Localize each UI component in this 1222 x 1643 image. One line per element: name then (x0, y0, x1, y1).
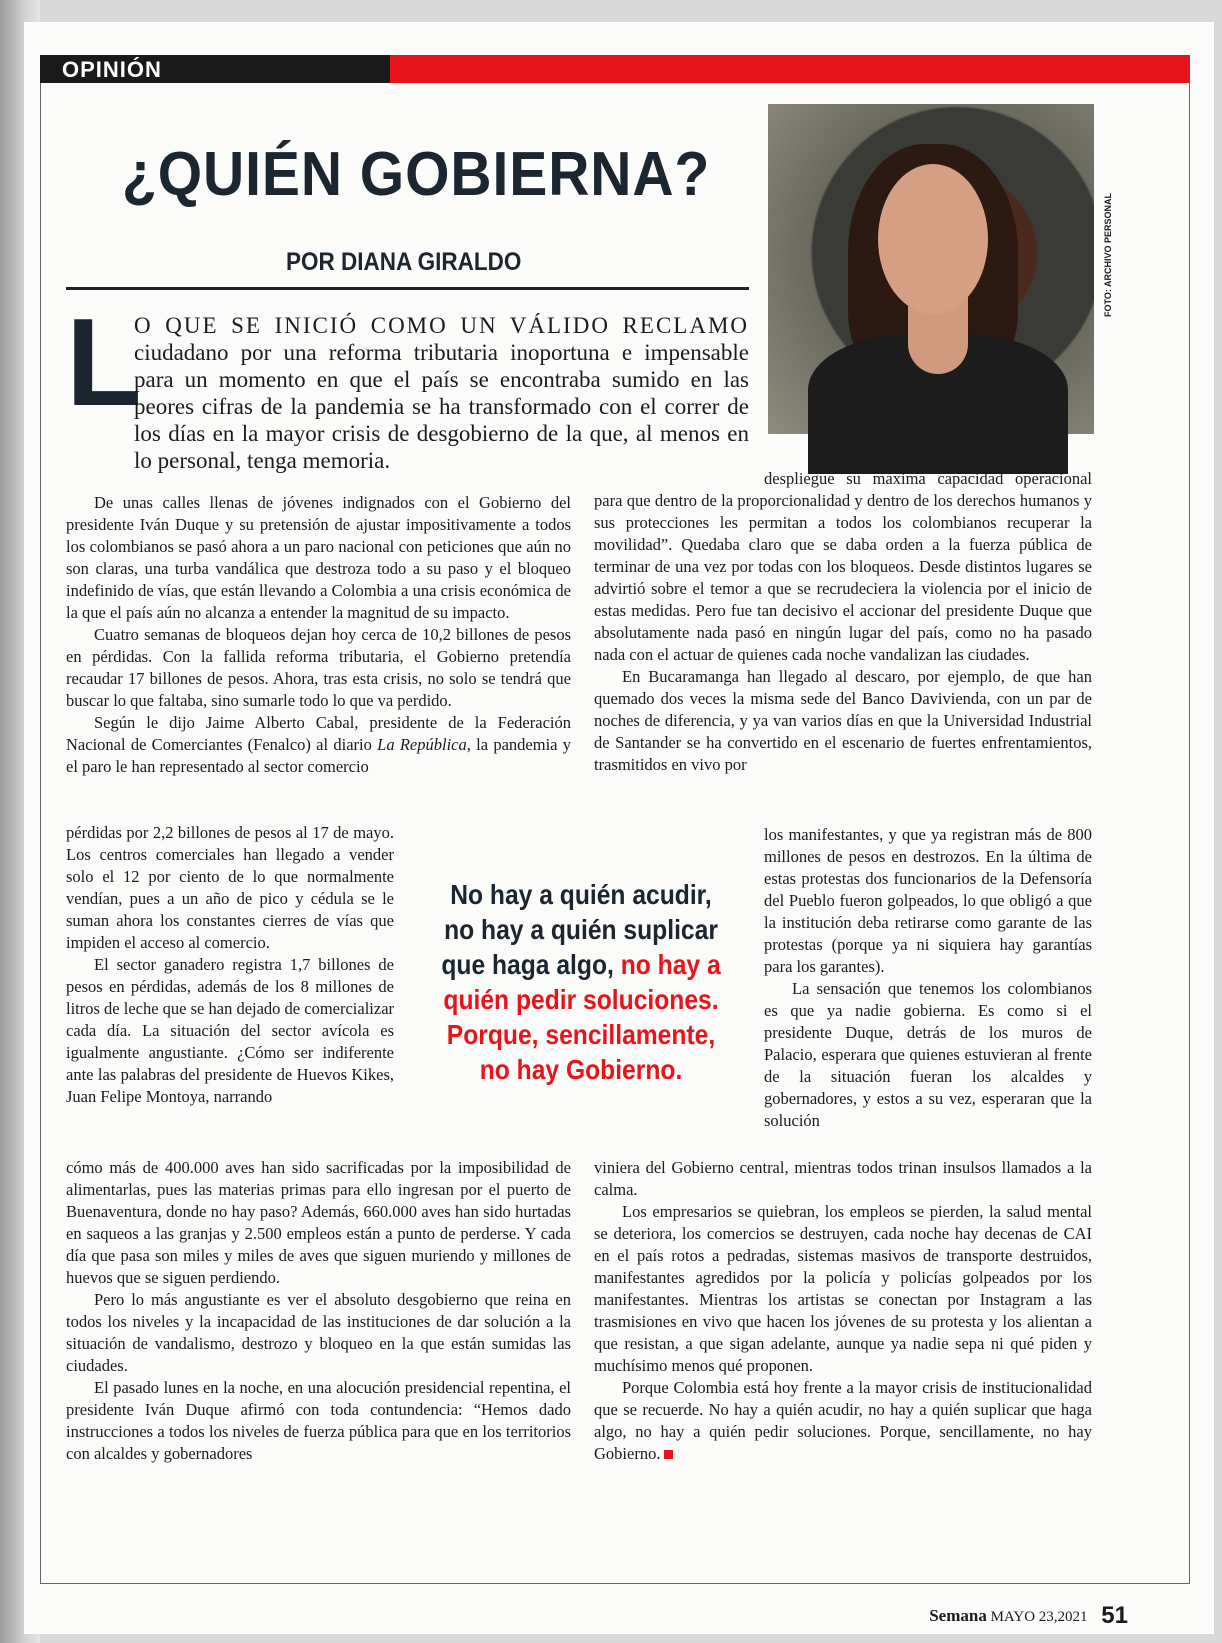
col2-narrow-paragraph-1: los manifestantes, y que ya registran más de 800 millones de pesos en destrozos. En la última de estas protestas dos funcionarios de la Defensoría del Pueblo fueron golpeados, lo que obligó a que la institución deba retirarse como garante de las protestas (porque ya ni siquiera hay garantías para los garantes). (764, 825, 1092, 976)
article-title: ¿QUIÉN GOBIERNA? (122, 140, 711, 209)
lead-first-line (66, 294, 749, 474)
col1-p3-text-a: Según le dijo Jaime Alberto Cabal, presidente de la Federación Nacional de Comerciantes (Fenalco) al diario (66, 713, 571, 754)
col1-paragraph-3 (66, 712, 571, 778)
col1-narrow-paragraph-2: El sector ganadero registra 1,7 billones de pesos en pérdidas, además de los 8 millones de litros de leche que se han dejado de comercializar cada día. La situación del sector avícola es igualmente angustiante. ¿Cómo ser indiferente ante las palabras del presidente de Huevos Kikes, Juan Felipe Montoya, narrando (66, 955, 395, 1106)
header-red-block (390, 55, 1190, 83)
footer-page-number: 51 (1101, 1602, 1128, 1629)
photo-face-shape (878, 164, 988, 314)
lead-first-caps: O QUE SE INICIÓ COMO UN VÁLIDO RECLAMO (134, 313, 749, 338)
section-label: OPINIÓN (62, 57, 162, 82)
photo-credit: FOTO: ARCHIVO PERSONAL (1103, 192, 1113, 317)
col1-p3-text-b: , la pandemia y el paro le han representado al sector comercio (66, 735, 572, 776)
col2-paragraph-2: En Bucaramanga han llegado al descaro, por ejemplo, de que han quemado dos veces la misma sede del Banco Davivienda, con un par de noches de diferencia, y ya van varios días en que la Universidad Industrial de Santander se ha convertido en el escenario de fuertes enfrentamientos, trasmitidos en vivo por (594, 667, 1092, 774)
pull-quote-dark: No hay a quién acudir, no hay a quién suplicar que haga algo, (441, 879, 718, 980)
pull-quote-red: no hay a quién pedir soluciones. Porque, sencillamente, no hay Gobierno. (443, 949, 721, 1085)
column-1-bottom (66, 1157, 571, 1465)
lead-paragraph (66, 294, 749, 474)
col2-final-text: Porque Colombia está hoy frente a la mayor crisis de institucionalidad que se recuerde. No hay a quién acudir, no hay a quién suplicar que haga algo, no hay a quién pedir soluciones. Porque, sencillamente, no hay Gobierno. (594, 1378, 1092, 1463)
col1-narrow-paragraph-1: pérdidas por 2,2 billones de pesos al 17 de mayo. Los centros comerciales han llegado a vender solo el 12 por ciento de lo que normalmente vendían, pues a un año de pico y cédula se le suman ahora los constantes cierres de vías que impiden el acceso al comercio. (66, 823, 394, 952)
drop-cap: L (66, 294, 142, 432)
column-2-top (594, 468, 1092, 776)
title-rule (66, 287, 749, 290)
column-1-top (66, 492, 571, 778)
article-byline: POR DIANA GIRALDO (286, 248, 522, 276)
col1-bottom-paragraph-3: El pasado lunes en la noche, en una alocución presidencial repentina, el presidente Iván Duque afirmó con toda contundencia: “Hemos dado instrucciones a todos los niveles de fuerza pública para que en los territorios con alcaldes y gobernadores (66, 1378, 571, 1463)
col2-paragraph-1: despliegue su máxima capacidad operacional para que dentro de la proporcionalidad y dentro de los derechos humanos y sus protecciones les permitan a todos los colombianos recuperar la movilidad”. Quedaba claro que se daba orden a la fuerza pública de terminar de una vez por todas con los bloqueos. Desde distintos lugares se advirtió sobre el temor a que se recrudeciera la violencia por el inicio de estas medidas. Pero fue tan decisivo el accionar del presidente Duque que absolutamente nada pasó en ningún lugar del país, como no ha pasado nada con el actuar de quienes cada noche vandalizan las ciudades. (594, 469, 1092, 664)
magazine-page (24, 22, 1214, 1634)
col2-bottom-paragraph-2: Los empresarios se quiebran, los empleos se pierden, la salud mental se deteriora, los comercios se destruyen, cada noche hay decenas de CAI en el país rotos a pedradas, sistemas masivos de transporte destruidos, manifestantes agredidos por la policía y policías golpeados por los manifestantes. Mientras los artistas se conectan por Instagram a las trasmisiones en vivo que hacen los jóvenes de su protesta y los alientan a que resistan, a que sigan adelante, aunque ya nadie sepa ni qué piden y muchísimo menos qué proponen. (594, 1202, 1092, 1375)
column-2-narrow (764, 824, 1092, 1132)
section-header-bar (40, 55, 1190, 83)
page-footer (929, 1602, 1128, 1630)
col1-paragraph-1: De unas calles llenas de jóvenes indignados con el Gobierno del presidente Iván Duque y su pretensión de ajustar impositivamente a todos los colombianos se pasó ahora a un paro nacional con peticiones que aún no son claras, una turba vandálica que destroza todo a su paso y el bloqueo indefinido de vías, que están llevando a Colombia a una crisis económica de la que el país aún no alcanza a entender la magnitud de su impacto. (66, 493, 571, 622)
footer-brand: Semana (929, 1606, 987, 1625)
column-1-narrow (66, 822, 394, 1108)
pull-quote (436, 877, 726, 1087)
col1-bottom-paragraph-2: Pero lo más angustiante es ver el absoluto desgobierno que reina en todos los niveles y la incapacidad de las instituciones de dar solución a la situación de vandalismo, destrozo y bloqueo en la que están sumidas las ciudades. (66, 1290, 571, 1375)
lead-rest: ciudadano por una reforma tributaria inoportuna e impensable para un momento en que el país se encontraba sumido en las peores cifras de la pandemia se ha transformado con el correr de los días en la mayor crisis de desgobierno de la que, al menos en lo personal, tenga memoria. (134, 340, 749, 473)
col1-p3-italic: La República (377, 735, 467, 754)
col1-bottom-paragraph-1: cómo más de 400.000 aves han sido sacrificadas por la imposibilidad de alimentarlas, pues las materias primas para ello ingresan por el puerto de Buenaventura, donde no hay paso? Además, 660.000 aves han sido hurtadas en saqueos a las granjas y 2.500 empleos están a punto de perderse. Y cada día que pasa son miles y miles de aves que siguen muriendo y millones de huevos que se siguen perdiendo. (66, 1158, 571, 1287)
footer-date: MAYO 23,2021 (990, 1609, 1088, 1625)
col2-bottom-paragraph-3 (594, 1377, 1092, 1465)
end-of-article-mark (664, 1450, 673, 1459)
col2-bottom-paragraph-1: viniera del Gobierno central, mientras todos trinan insulsos llamados a la calma. (594, 1158, 1092, 1199)
col1-paragraph-2: Cuatro semanas de bloqueos dejan hoy cerca de 10,2 billones de pesos en pérdidas. Con la fallida reforma tributaria, el Gobierno pretendía recaudar 17 billones de pesos. Ahora, tras esta crisis, no solo se tendrá que buscar lo que faltaba, sino sumarle todo lo que va perdido. (66, 625, 571, 710)
column-2-bottom (594, 1157, 1092, 1465)
author-photo (768, 104, 1094, 434)
col2-narrow-paragraph-2: La sensación que tenemos los colombianos es que ya nadie gobierna. Es como si el presidente Duque, detrás de los muros de Palacio, esperara que quienes estuvieran al frente de la situación fueran los alcaldes y gobernadores, y estos a su vez, esperaran que la solución (764, 979, 1092, 1130)
